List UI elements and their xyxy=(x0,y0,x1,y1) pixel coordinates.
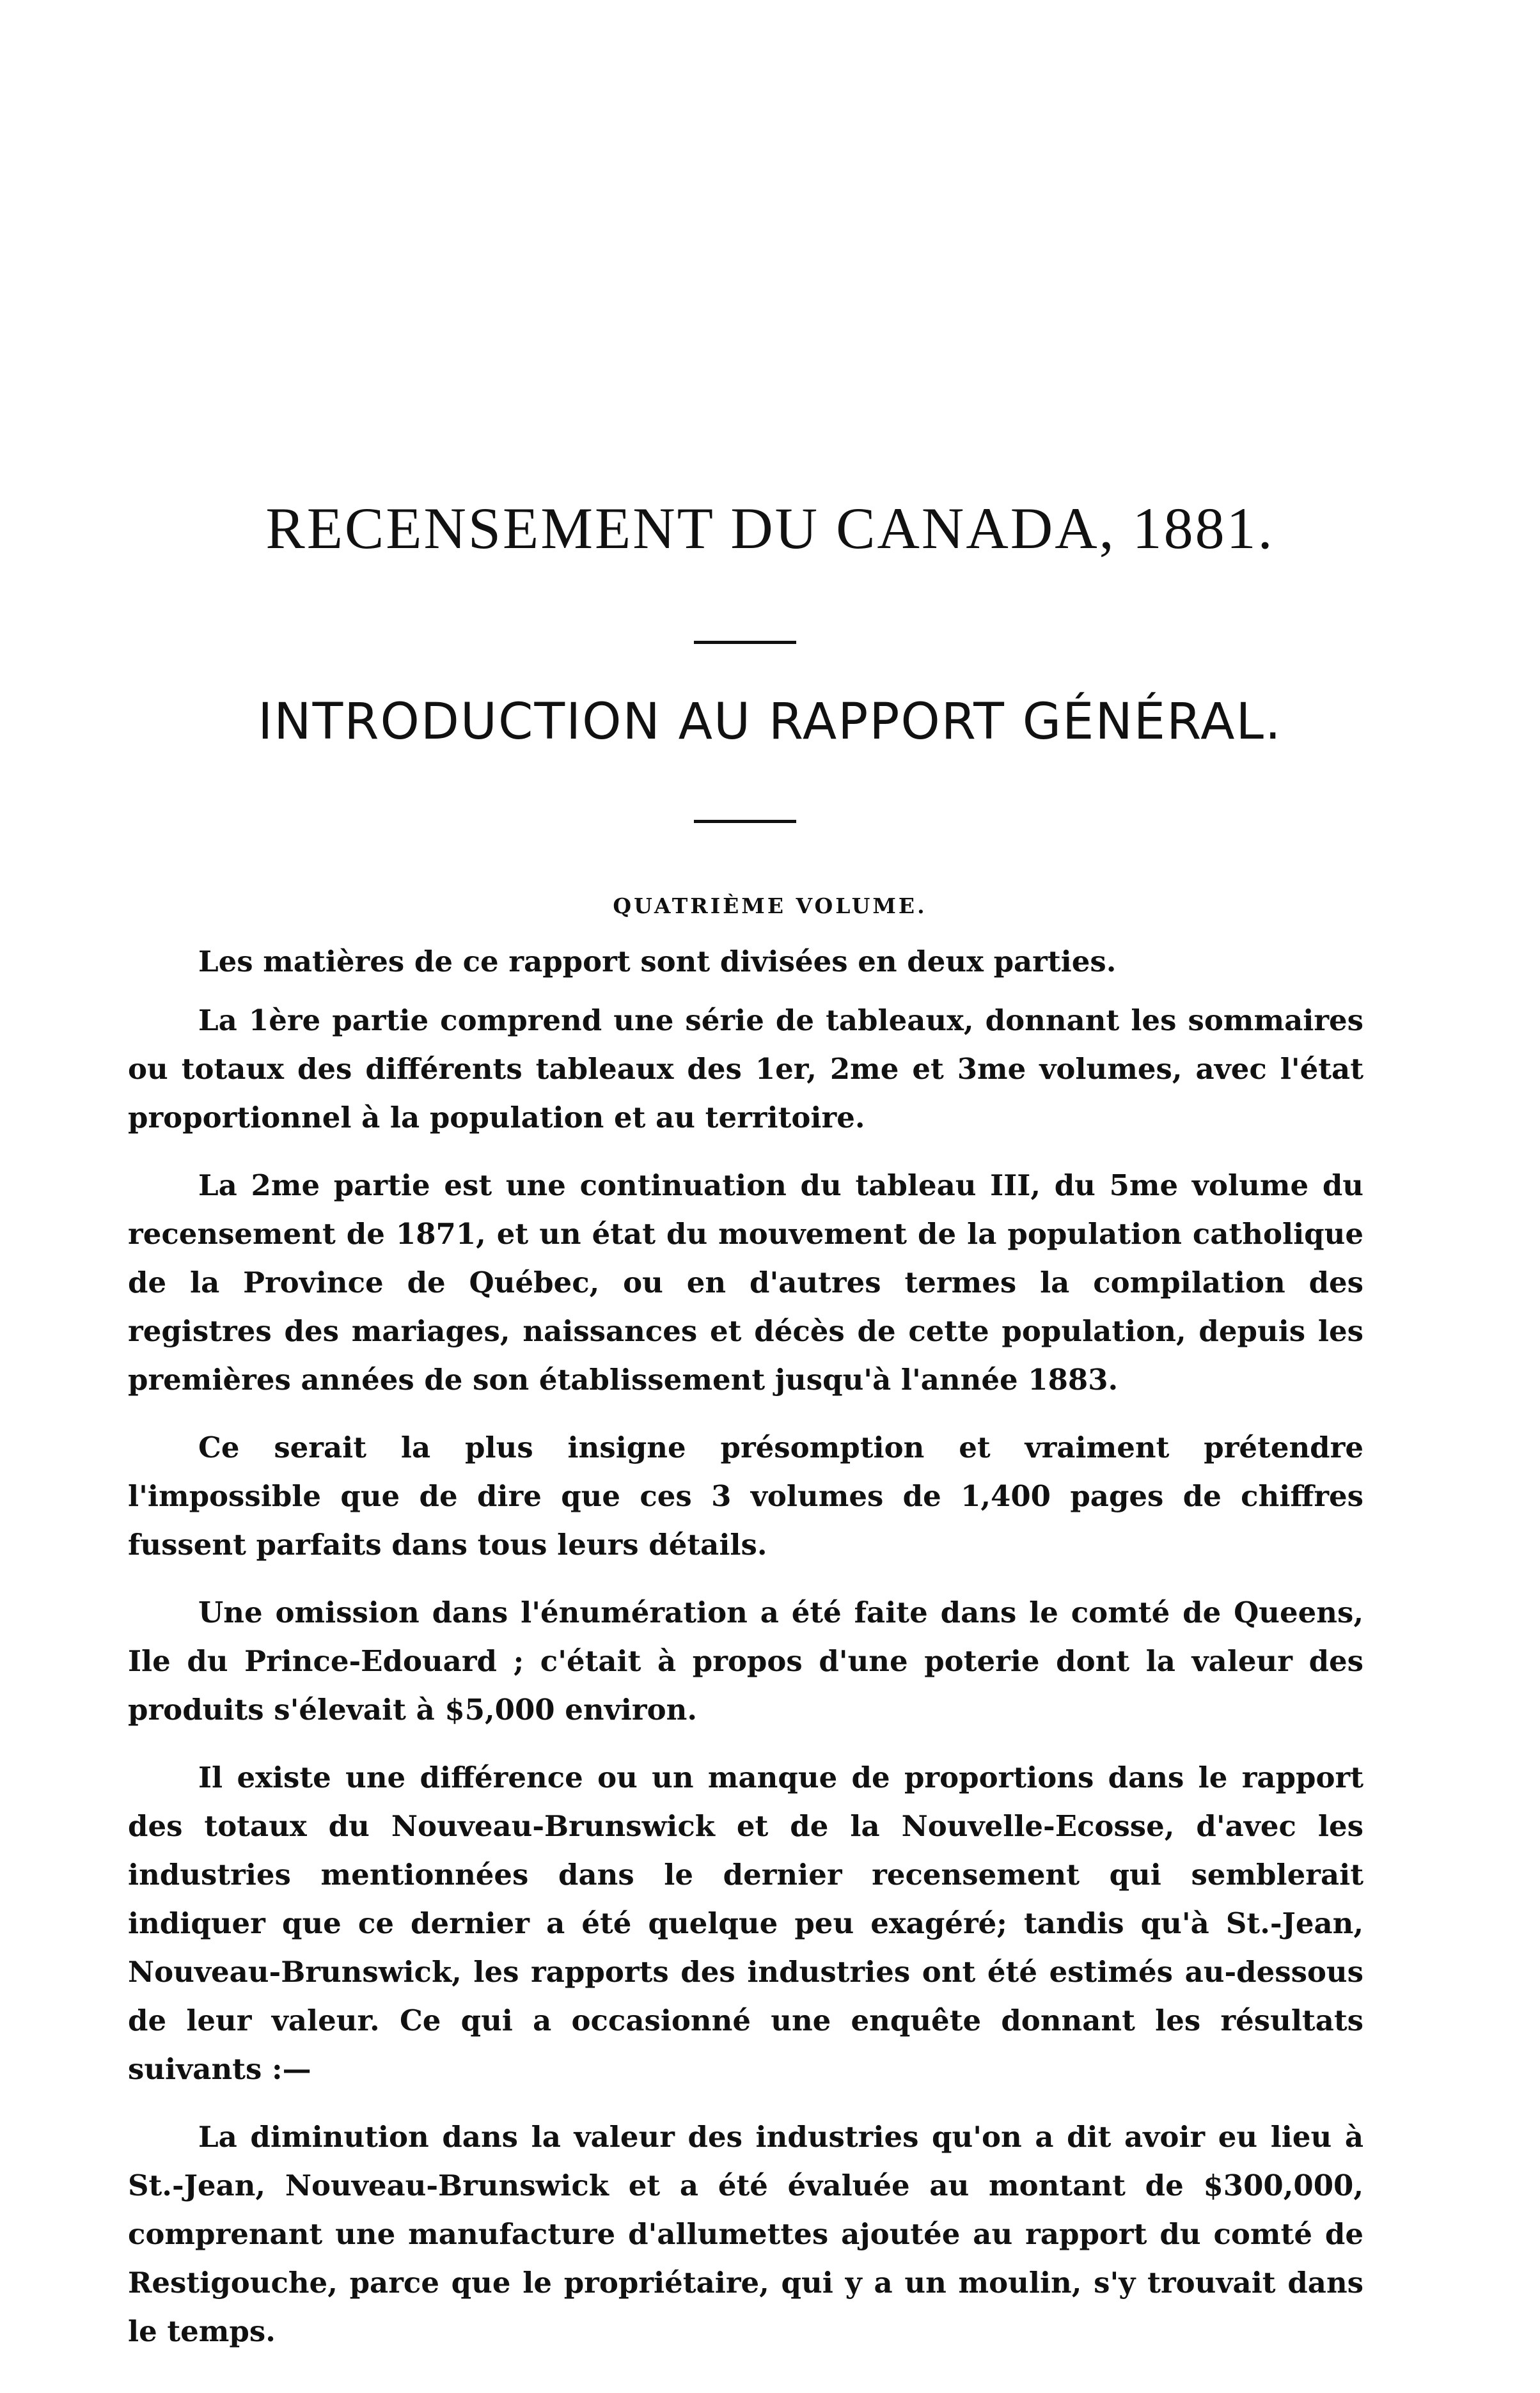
volume-label: QUATRIÈME VOLUME. xyxy=(613,893,927,918)
paragraph: La 2me partie est une continuation du tableau III, du 5me volume du recensement de 1871, et un état du mouvement de la population catholique de la Province de Québec, ou en d'autres termes la compilation des registres des mariages, naissances et décès de cette population, depuis les premières années de son établissement jusqu'à l'année 1883. xyxy=(128,1168,1363,1397)
body-text xyxy=(128,938,1363,2375)
paragraph: Il existe une différence ou un manque de proportions dans le rapport des totaux du Nouveau-Brunswick et de la Nouvelle-Ecosse, d'avec les industries mentionnées dans le dernier recensement qui semblerait indiquer que ce dernier a été quelque peu exagéré; tandis qu'à St.-Jean, Nouveau-Brunswick, les rapports des industries ont été estimés au-dessous de leur valeur. Ce qui a occasionné une enquête donnant les résultats suivants :— xyxy=(128,1761,1363,2086)
paragraph: Les matières de ce rapport sont divisées en deux parties. xyxy=(198,945,1117,978)
paragraph: Ce serait la plus insigne présomption et vraiment prétendre l'impossible que de dire que ces 3 volumes de 1,400 pages de chiffres fussent parfaits dans tous leurs détails. xyxy=(128,1431,1363,1562)
paragraph: Une omission dans l'énumération a été faite dans le comté de Queens, Ile du Prince-Edouard ; c'était à propos d'une poterie dont la valeur des produits s'élevait à $5,000 environ. xyxy=(128,1596,1363,1727)
subtitle-divider xyxy=(694,820,796,823)
title-divider xyxy=(694,641,796,644)
paragraph: La 1ère partie comprend une série de tableaux, donnant les sommaires ou totaux des différents tableaux des 1er, 2me et 3me volumes, avec l'état proportionnel à la population et au territoire. xyxy=(128,1003,1363,1134)
page-subtitle: INTRODUCTION AU RAPPORT GÉNÉRAL. xyxy=(258,693,1282,751)
page-title: RECENSEMENT DU CANADA, 1881. xyxy=(265,496,1275,561)
paragraph: La diminution dans la valeur des industries qu'on a dit avoir eu lieu à St.-Jean, Nouveau-Brunswick et a été évaluée au montant de $300,000, comprenant une manufacture d'allumettes ajoutée au rapport du comté de Restigouche, parce que le propriétaire, qui y a un moulin, s'y trouvait dans le temps. xyxy=(128,2120,1363,2348)
